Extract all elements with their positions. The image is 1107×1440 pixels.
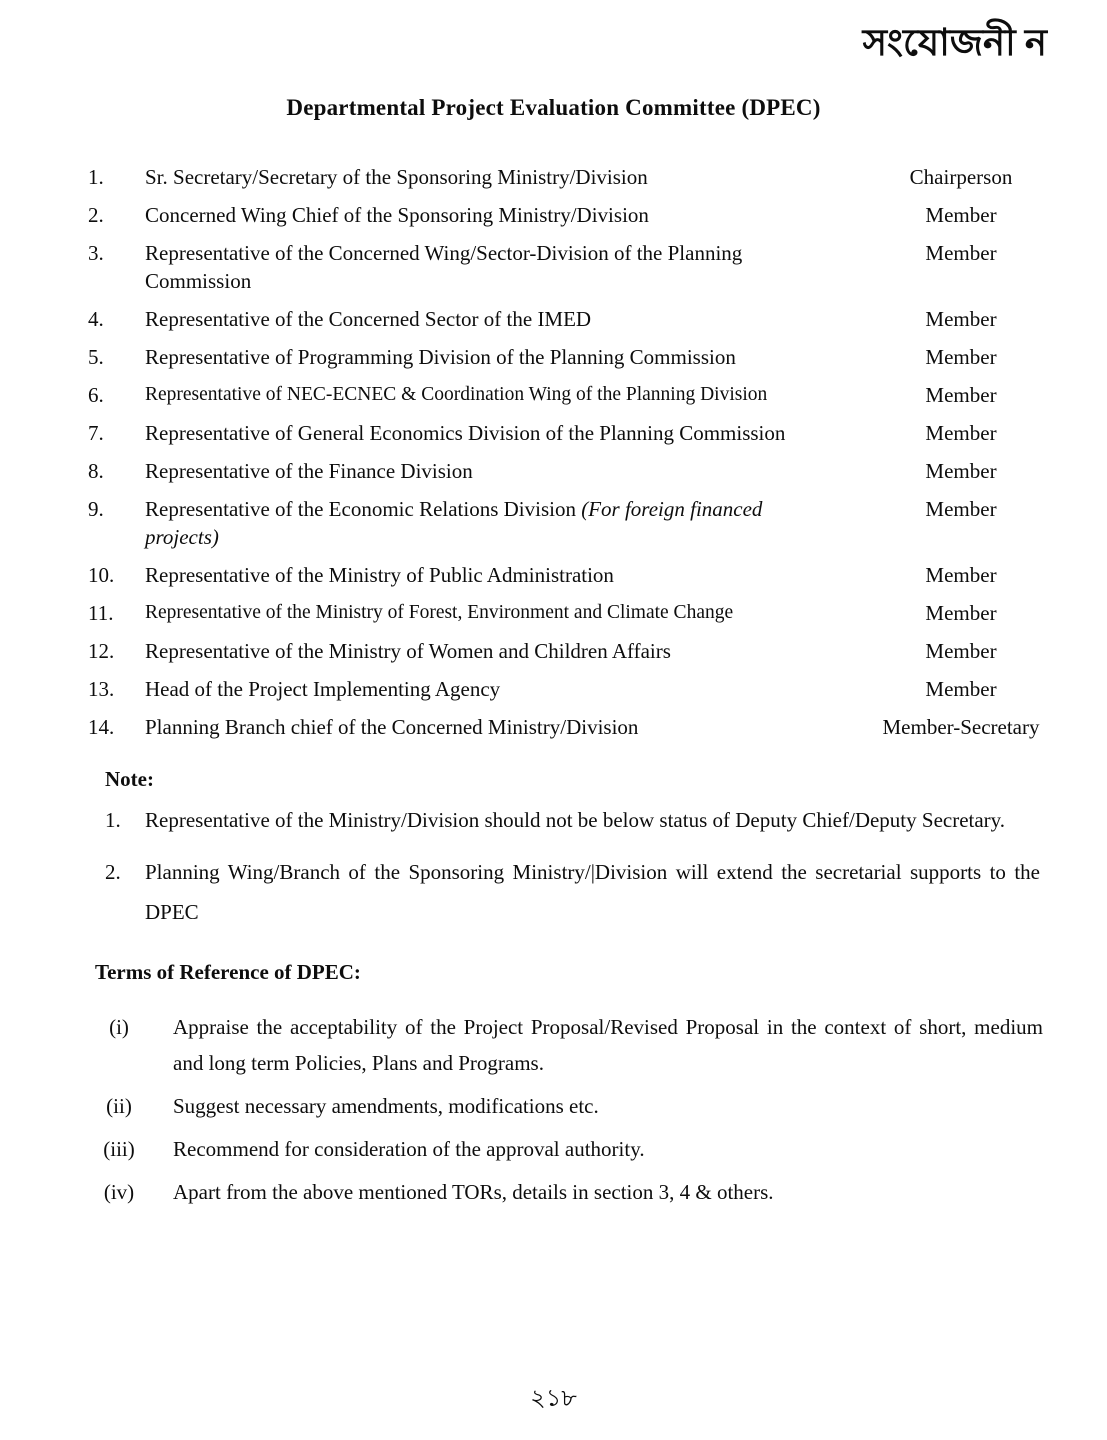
row-description: [145, 495, 835, 551]
row-number: 4.: [88, 306, 104, 331]
tor-item-marker: (iii): [103, 1136, 135, 1161]
committee-row: [88, 495, 1087, 551]
note-heading: Note:: [105, 766, 154, 791]
row-description: [145, 637, 835, 665]
row-description: [145, 599, 835, 627]
tor-item-text: Suggest necessary amendments, modifications etc.: [173, 1093, 599, 1118]
row-number: 3.: [88, 240, 104, 265]
row-description: [145, 305, 835, 333]
committee-row: [88, 457, 1087, 485]
row-number: 8.: [88, 458, 104, 483]
row-description-text: Representative of General Economics Division of the Planning Commission: [145, 420, 786, 445]
committee-row: [88, 163, 1087, 191]
row-description-text: Representative of the Concerned Wing/Sector-Division of the Planning Commission: [145, 240, 743, 293]
tor-item-marker: (iv): [103, 1179, 135, 1204]
terms-of-reference-item: [95, 1174, 1043, 1210]
row-role: Member: [925, 496, 997, 521]
row-description-text: Representative of the Ministry of Public Administration: [145, 562, 614, 587]
tor-item-marker: (i): [109, 1014, 129, 1039]
row-role: Member: [925, 676, 997, 701]
row-number: 6.: [88, 382, 104, 407]
row-description: [145, 561, 835, 589]
committee-row: [88, 343, 1087, 371]
note-item-number: 2.: [105, 859, 121, 884]
page-number: ২১৮: [530, 1386, 577, 1412]
row-role: Member: [925, 382, 997, 407]
row-number: 5.: [88, 344, 104, 369]
row-description: [145, 201, 835, 229]
row-description-text: Representative of the Economic Relations Division: [145, 496, 582, 521]
row-description: [145, 713, 835, 741]
note-list: [105, 800, 1040, 932]
row-role: Member: [925, 306, 997, 331]
row-description-text: Head of the Project Implementing Agency: [145, 676, 501, 701]
committee-row: [88, 381, 1087, 409]
row-description-text: Representative of the Ministry of Women and Children Affairs: [145, 638, 671, 663]
terms-of-reference-section: [0, 960, 1107, 1210]
terms-of-reference-item: [95, 1009, 1043, 1081]
tor-item-text: Appraise the acceptability of the Project Proposal/Revised Proposal in the context of short, medium and long term Policies, Plans and Programs.: [173, 1014, 1043, 1075]
row-number: 11.: [88, 600, 114, 625]
terms-of-reference-heading: Terms of Reference of DPEC:: [95, 959, 361, 984]
row-description-text: Representative of NEC-ECNEC & Coordination Wing of the Planning Division: [145, 383, 768, 405]
row-description: [145, 675, 835, 703]
note-item-text: Planning Wing/Branch of the Sponsoring Ministry/|Division will extend the secretarial supports to the DPEC: [145, 859, 1040, 924]
row-description-text: Representative of the Concerned Sector of the IMED: [145, 306, 592, 331]
page-title: Departmental Project Evaluation Committee (DPEC): [286, 94, 821, 120]
row-role: Member: [925, 344, 997, 369]
row-number: 13.: [88, 676, 115, 701]
note-item: [105, 852, 1040, 932]
row-role: Member: [925, 458, 997, 483]
terms-of-reference-list: [95, 1009, 1043, 1210]
row-role: Member: [925, 600, 997, 625]
note-item: [105, 800, 1040, 840]
row-description-text: Planning Branch chief of the Concerned Ministry/Division: [145, 714, 639, 739]
row-role: Member: [925, 562, 997, 587]
committee-row: [88, 637, 1087, 665]
row-number: 9.: [88, 496, 104, 521]
row-number: 12.: [88, 638, 115, 663]
annexure-label: সংযোজনী ন: [862, 23, 1047, 64]
row-description-text: Representative of the Finance Division: [145, 458, 473, 483]
row-description-text: Sr. Secretary/Secretary of the Sponsoring Ministry/Division: [145, 164, 648, 189]
note-item-number: 1.: [105, 807, 121, 832]
committee-row: [88, 675, 1087, 703]
row-description: [145, 343, 835, 371]
committee-row: [88, 599, 1087, 627]
row-description-text: Representative of Programming Division of the Planning Commission: [145, 344, 736, 369]
row-description: [145, 163, 835, 191]
committee-row: [88, 713, 1087, 741]
terms-of-reference-item: [95, 1131, 1043, 1167]
tor-item-marker: (ii): [106, 1093, 132, 1118]
committee-row: [88, 561, 1087, 589]
row-description: [145, 239, 835, 295]
tor-item-text: Recommend for consideration of the approval authority.: [173, 1136, 645, 1161]
row-number: 7.: [88, 420, 104, 445]
row-description: [145, 381, 835, 409]
row-number: 14.: [88, 714, 115, 739]
note-item-text: Representative of the Ministry/Division should not be below status of Deputy Chief/Deputy Secretary.: [145, 807, 1006, 832]
row-role: Member: [925, 420, 997, 445]
row-role: Member: [925, 202, 997, 227]
committee-row: [88, 201, 1087, 229]
committee-row: [88, 419, 1087, 447]
committee-list: [0, 163, 1107, 741]
row-description-text: Concerned Wing Chief of the Sponsoring Ministry/Division: [145, 202, 649, 227]
row-description-text: Representative of the Ministry of Forest, Environment and Climate Change: [145, 601, 734, 623]
committee-row: [88, 305, 1087, 333]
row-number: 10.: [88, 562, 115, 587]
row-role: Member: [925, 240, 997, 265]
row-role: Chairperson: [909, 164, 1013, 189]
row-number: 1.: [88, 164, 104, 189]
row-number: 2.: [88, 202, 104, 227]
committee-row: [88, 239, 1087, 295]
note-section: [0, 767, 1107, 932]
row-role: Member: [925, 638, 997, 663]
terms-of-reference-item: [95, 1088, 1043, 1124]
row-description: [145, 419, 835, 447]
row-role: Member-Secretary: [882, 714, 1040, 739]
row-description-italic: (For foreign financed projects): [145, 496, 763, 549]
tor-item-text: Apart from the above mentioned TORs, details in section 3, 4 & others.: [173, 1179, 774, 1204]
row-description: [145, 457, 835, 485]
